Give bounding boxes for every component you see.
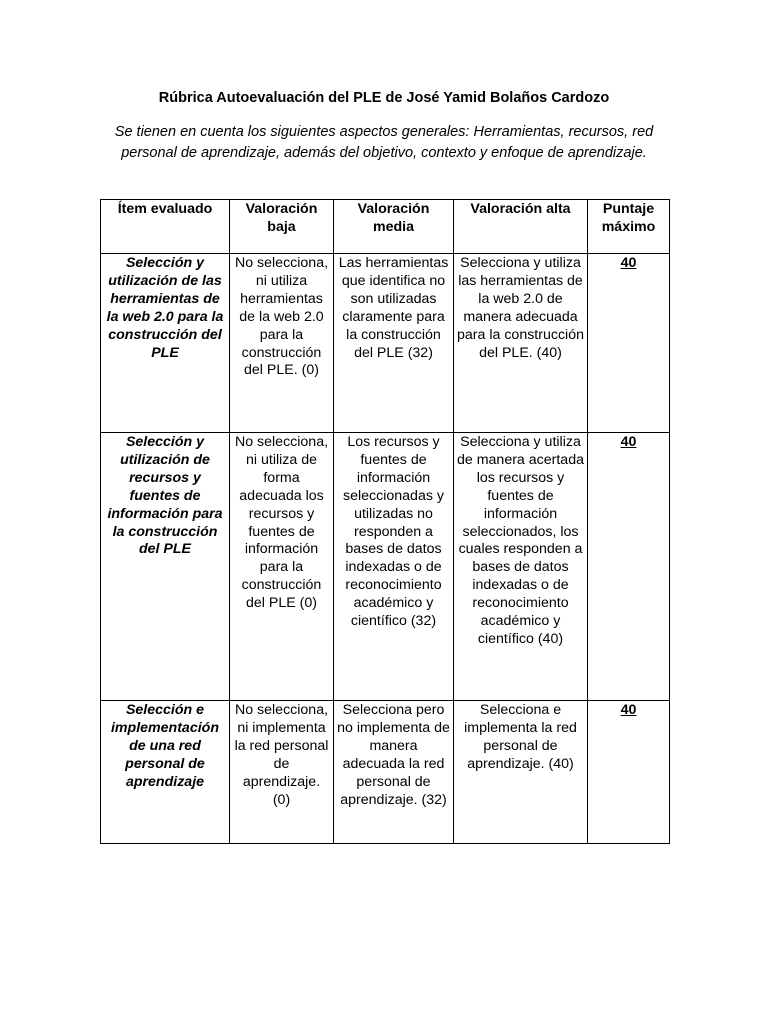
table-row xyxy=(101,701,670,844)
media-cell: Selecciona pero no implementa de manera adecuada la red personal de aprendizaje. (32) xyxy=(334,701,454,844)
baja-cell: No selecciona, ni utiliza de forma adecuada los recursos y fuentes de información para la construcción del PLE (0) xyxy=(230,433,334,701)
header-baja: Valoración baja xyxy=(230,200,334,254)
alta-cell: Selecciona y utiliza de manera acertada los recursos y fuentes de información seleccionados, los cuales responden a bases de datos indexadas o de reconocimiento académico y científico (40) xyxy=(454,433,588,701)
item-cell: Selección y utilización de las herramientas de la web 2.0 para la construcción del PLE xyxy=(101,254,230,433)
table-row xyxy=(101,433,670,701)
alta-cell: Selecciona y utiliza las herramientas de la web 2.0 de manera adecuada para la construcción del PLE. (40) xyxy=(454,254,588,433)
media-cell: Los recursos y fuentes de información seleccionadas y utilizadas no responden a bases de datos indexadas o de reconocimiento académico y científico (32) xyxy=(334,433,454,701)
header-puntaje: Puntaje máximo xyxy=(588,200,670,254)
header-row xyxy=(101,200,670,254)
puntaje-cell: 40 xyxy=(588,254,670,433)
item-cell: Selección e implementación de una red personal de aprendizaje xyxy=(101,701,230,844)
header-item: Ítem evaluado xyxy=(101,200,230,254)
header-media: Valoración media xyxy=(334,200,454,254)
baja-cell: No selecciona, ni implementa la red personal de aprendizaje. (0) xyxy=(230,701,334,844)
media-cell: Las herramientas que identifica no son utilizadas claramente para la construcción del PLE (32) xyxy=(334,254,454,433)
item-cell: Selección y utilización de recursos y fuentes de información para la construcción del PLE xyxy=(101,433,230,701)
document-title: Rúbrica Autoevaluación del PLE de José Yamid Bolaños Cardozo xyxy=(158,90,610,106)
table-row xyxy=(101,254,670,433)
puntaje-cell: 40 xyxy=(588,433,670,701)
rubric-table xyxy=(100,199,670,844)
header-alta: Valoración alta xyxy=(454,200,588,254)
intro-paragraph: Se tienen en cuenta los siguientes aspectos generales: Herramientas, recursos, red personal de aprendizaje, además del objetivo, contexto y enfoque de aprendizaje. xyxy=(114,124,654,161)
baja-cell: No selecciona, ni utiliza herramientas de la web 2.0 para la construcción del PLE. (0) xyxy=(230,254,334,433)
alta-cell: Selecciona e implementa la red personal de aprendizaje. (40) xyxy=(454,701,588,844)
puntaje-cell: 40 xyxy=(588,701,670,844)
